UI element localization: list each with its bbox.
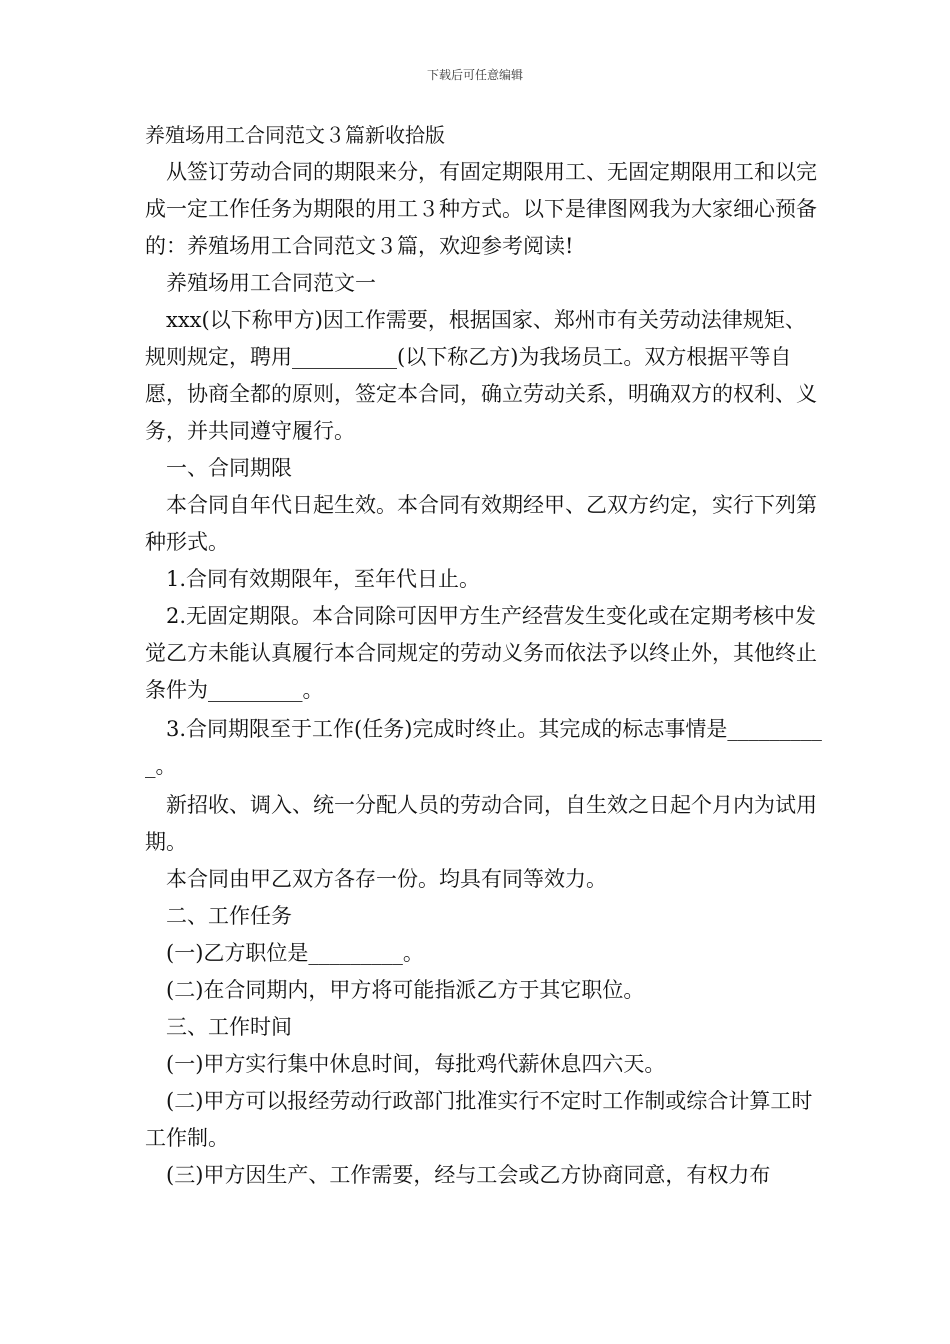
intro-paragraph: 从签订劳动合同的期限来分，有固定期限用工、无固定期限用工和以完成一定工作任务为期限的用工３种方式。以下是律图网我为大家细心预备的：养殖场用工合同范文３篇，欢迎参考阅读! <box>145 160 817 258</box>
term-clause-1: 1.合同有效期限年，至年代日止。 <box>166 567 481 591</box>
section-heading-tasks: 二、工作任务 <box>166 904 292 928</box>
document-title: 养殖场用工合同范文３篇新收拾版 <box>145 123 445 147</box>
term-clause-3: 3.合同期限至于工作(任务)完成时终止。其完成的标志事情是__________。 <box>145 717 822 778</box>
header-note: 下载后可任意编辑 <box>426 68 523 82</box>
hours-clause-1: (一)甲方实行集中休息时间，每批鸡代薪休息四六天。 <box>166 1052 666 1076</box>
section-heading-template-one: 养殖场用工合同范文一 <box>166 271 376 295</box>
contract-preamble: xxx(以下称甲方)因工作需要，根据国家、郑州市有关劳动法律规矩、规则规定，聘用__________(以下称乙方)为我场员工。双方根据平等自愿，协商全都的原则，签定本合同，确立劳动关系，明确双方的权利、义务，并共同遵守履行。 <box>145 308 817 443</box>
hours-clause-3: (三)甲方因生产、工作需要，经与工会或乙方协商同意，有权力布 <box>166 1163 771 1187</box>
task-clause-1: (一)乙方职位是_________。 <box>166 941 424 965</box>
term-clause-2: 2.无固定期限。本合同除可因甲方生产经营发生变化或在定期考核中发觉乙方未能认真履行本合同规定的劳动义务而依法予以终止外，其他终止条件为_________。 <box>145 604 817 702</box>
task-clause-2: (二)在合同期内，甲方将可能指派乙方于其它职位。 <box>166 978 645 1002</box>
term-paragraph: 本合同自年代日起生效。本合同有效期经甲、乙双方约定，实行下列第种形式。 <box>145 493 817 554</box>
document-body <box>145 118 825 1194</box>
probation-paragraph: 新招收、调入、统一分配人员的劳动合同，自生效之日起个月内为试用期。 <box>145 793 817 854</box>
section-heading-term: 一、合同期限 <box>166 456 292 480</box>
copies-paragraph: 本合同由甲乙双方各存一份。均具有同等效力。 <box>166 867 607 891</box>
section-heading-hours: 三、工作时间 <box>166 1015 292 1039</box>
hours-clause-2: (二)甲方可以报经劳动行政部门批准实行不定时工作制或综合计算工时工作制。 <box>145 1089 813 1150</box>
